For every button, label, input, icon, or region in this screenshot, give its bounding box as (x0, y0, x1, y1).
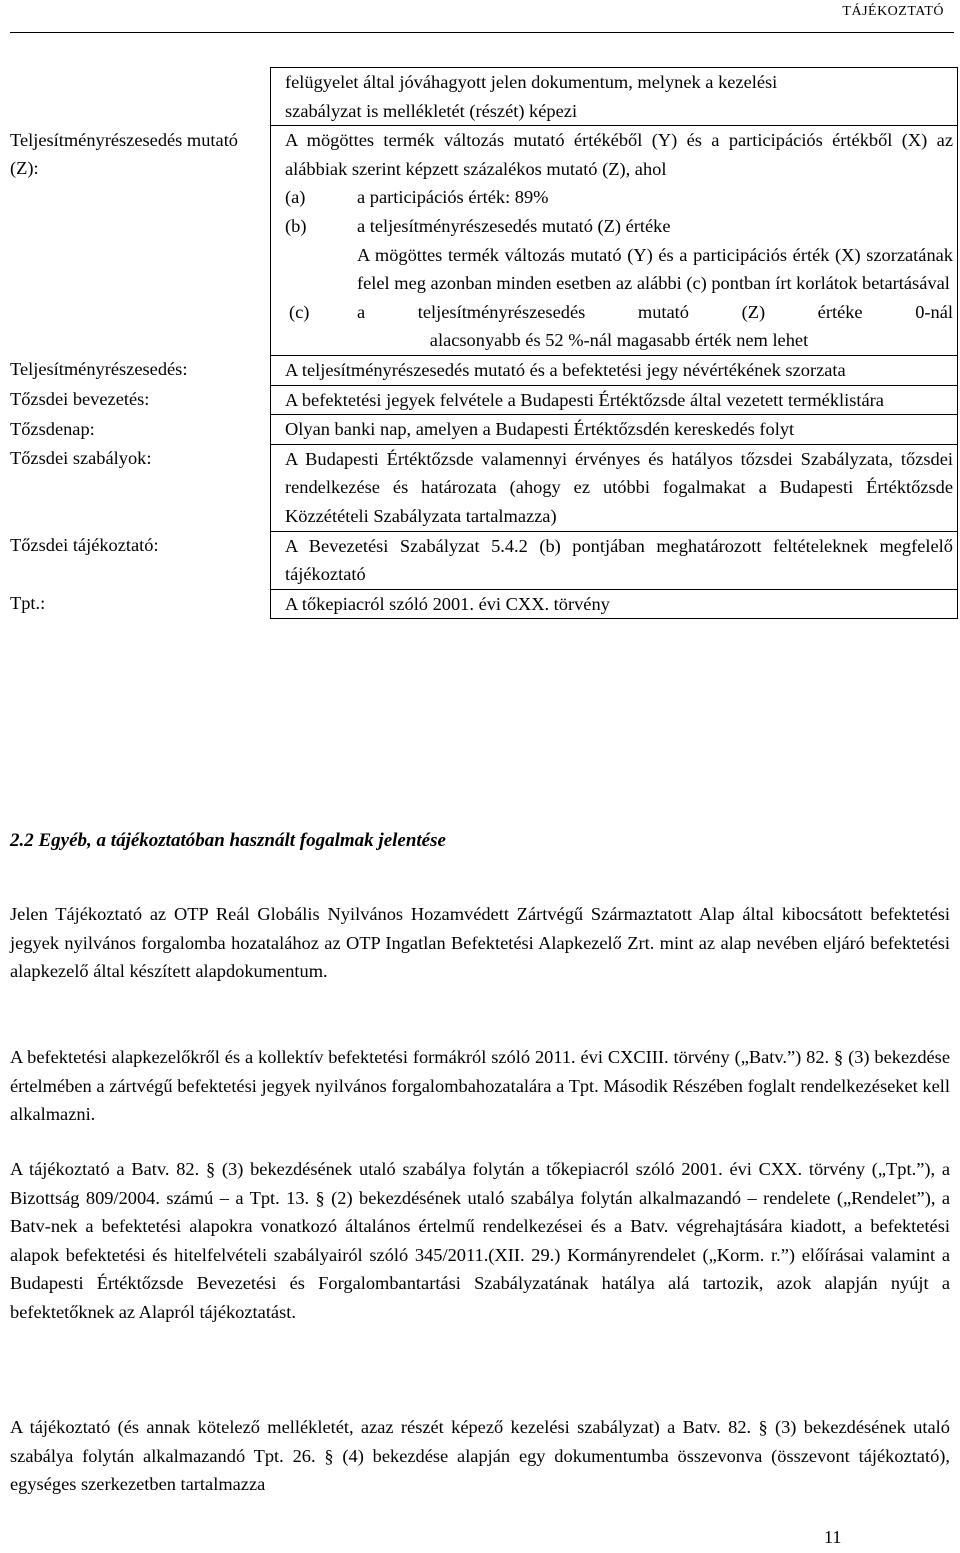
definition-term: Tőzsdei bevezetés: (10, 389, 150, 410)
definition-term: Tőzsdei szabályok: (10, 448, 152, 469)
definition-row (8, 415, 958, 445)
definition-text: A tőkepiacról szóló 2001. évi CXX. törvény (271, 589, 958, 619)
definition-row (8, 355, 958, 385)
definition-intro: A mögöttes termék változás mutató értékéből (Y) és a participációs értékből (X) az alábbiak szerint képzett százalékos mutató (Z), ahol (285, 130, 953, 179)
definition-row (8, 589, 958, 619)
definition-text (271, 126, 958, 356)
subpoint-text: a participációs érték: 89% (357, 187, 549, 208)
subpoint-b-detail: A mögöttes termék változás mutató (Y) és a participációs érték (X) szorzatának felel meg azonban minden esetben az alábbi (c) pontban írt korlátok betartásával (357, 244, 953, 294)
definition-row (8, 531, 958, 589)
page-number: 11 (824, 1527, 842, 1547)
running-header: TÁJÉKOZTATÓ (842, 4, 944, 19)
subpoint-c (285, 298, 953, 327)
section-heading: 2.2 Egyéb, a tájékoztatóban használt fogalmak jelentése (10, 830, 446, 851)
definition-text: A teljesítményrészesedés mutató és a befektetési jegy névértékének szorzata (271, 355, 958, 385)
definition-term (8, 68, 271, 126)
definition-line: szabályzat is mellékletét (részét) képezi (285, 100, 578, 121)
subpoint-label: (c) (289, 301, 310, 322)
definition-term: Tőzsdei tájékoztató: (10, 535, 159, 555)
definition-term: Teljesítményrészesedés mutató (Z): (10, 129, 239, 179)
definition-row (8, 126, 958, 356)
body-paragraph: A befektetési alapkezelőkről és a kollektív befektetési formákról szóló 2011. évi CXCIII. törvény („Batv.”) 82. § (3) bekezdése értelmében a zártvégű befektetési jegyek nyilvános forgalombahozatalára a Tpt. Második Részében foglalt rendelkezéseket kell alkalmazni. (10, 1047, 950, 1125)
subpoint-text: a teljesítményrészesedés mutató (Z) értéke 0-nál (357, 301, 953, 322)
subpoint-label: (b) (285, 215, 307, 236)
definition-row (8, 385, 958, 415)
subpoint-text: a teljesítményrészesedés mutató (Z) értéke (357, 215, 671, 236)
definition-row (8, 444, 958, 531)
definition-text: A befektetési jegyek felvétele a Budapesti Értéktőzsde által vezetett terméklistára (271, 385, 958, 415)
subpoint-b (285, 212, 953, 241)
definition-text: Olyan banki nap, amelyen a Budapesti Értéktőzsdén kereskedés folyt (271, 415, 958, 445)
definition-line: felügyelet által jóváhagyott jelen dokumentum, melynek a kezelési (285, 72, 778, 92)
definition-term: Tpt.: (10, 593, 46, 614)
definitions-table (8, 67, 958, 619)
body-paragraph: A tájékoztató a Batv. 82. § (3) bekezdésének utaló szabálya folytán a tőkepiacról szóló 2001. évi CXX. törvény („Tpt.”), a Bizottság 809/2004. számú – a Tpt. 13. § (2) bekezdésének utaló szabálya folytán alkalmazandó – rendelete („Rendelet”), a Batv-nek a befektetési alapokra vonatkozó általános értelmű rendelkezései és a Batv. végrehajtására kiadott, a befektetési alapok befektetési és hitelfelvételi szabályairól szóló 345/2011.(XII. 29.) Kormányrendelet („Korm. r.”) előírásai valamint a Budapesti Értéktőzsde Bevezetési és Forgalombantartási Szabályzatának hatálya alá tartozik, azok alapján nyújt a befektetőknek az Alapról tájékoztatást. (10, 1159, 950, 1322)
definition-text (271, 68, 958, 126)
subpoint-a (285, 183, 953, 212)
definition-text: A Budapesti Értéktőzsde valamennyi érvényes és hatályos tőzsdei Szabályzata, tőzsdei rendelkezése és határozata (ahogy ez utóbbi fogalmakat a Budapesti Értéktőzsde Közzétételi Szabályzata tartalmazza) (271, 444, 958, 531)
definition-row (8, 68, 958, 126)
definition-text: A Bevezetési Szabályzat 5.4.2 (b) pontjában meghatározott feltételeknek megfelelő tájékoztató (271, 531, 958, 589)
subpoint-label: (a) (285, 187, 306, 208)
definition-term: Teljesítményrészesedés: (10, 359, 188, 380)
definition-term: Tőzsdenap: (10, 418, 95, 439)
subpoint-c-continuation: alacsonyabb és 52 %-nál magasabb érték nem lehet (429, 330, 809, 351)
body-paragraph: A tájékoztató (és annak kötelező mellékletét, azaz részét képező kezelési szabályzat) a Batv. 82. § (3) bekezdésének utaló szabálya folytán alkalmazandó Tpt. 26. § (4) bekezdése alapján egy dokumentumba összevonva (összevont tájékoztató), egységes szerkezetben tartalmazza (10, 1417, 950, 1495)
header-rule (10, 32, 954, 33)
body-paragraph: Jelen Tájékoztató az OTP Reál Globális Nyilvános Hozamvédett Zártvégű Származtatott Alap által kibocsátott befektetési jegyek nyilvános forgalomba hozatalához az OTP Ingatlan Befektetési Alapkezelő Zrt. mint az alap nevében eljáró befektetési alapkezelő által készített alapdokumentum. (10, 904, 950, 982)
